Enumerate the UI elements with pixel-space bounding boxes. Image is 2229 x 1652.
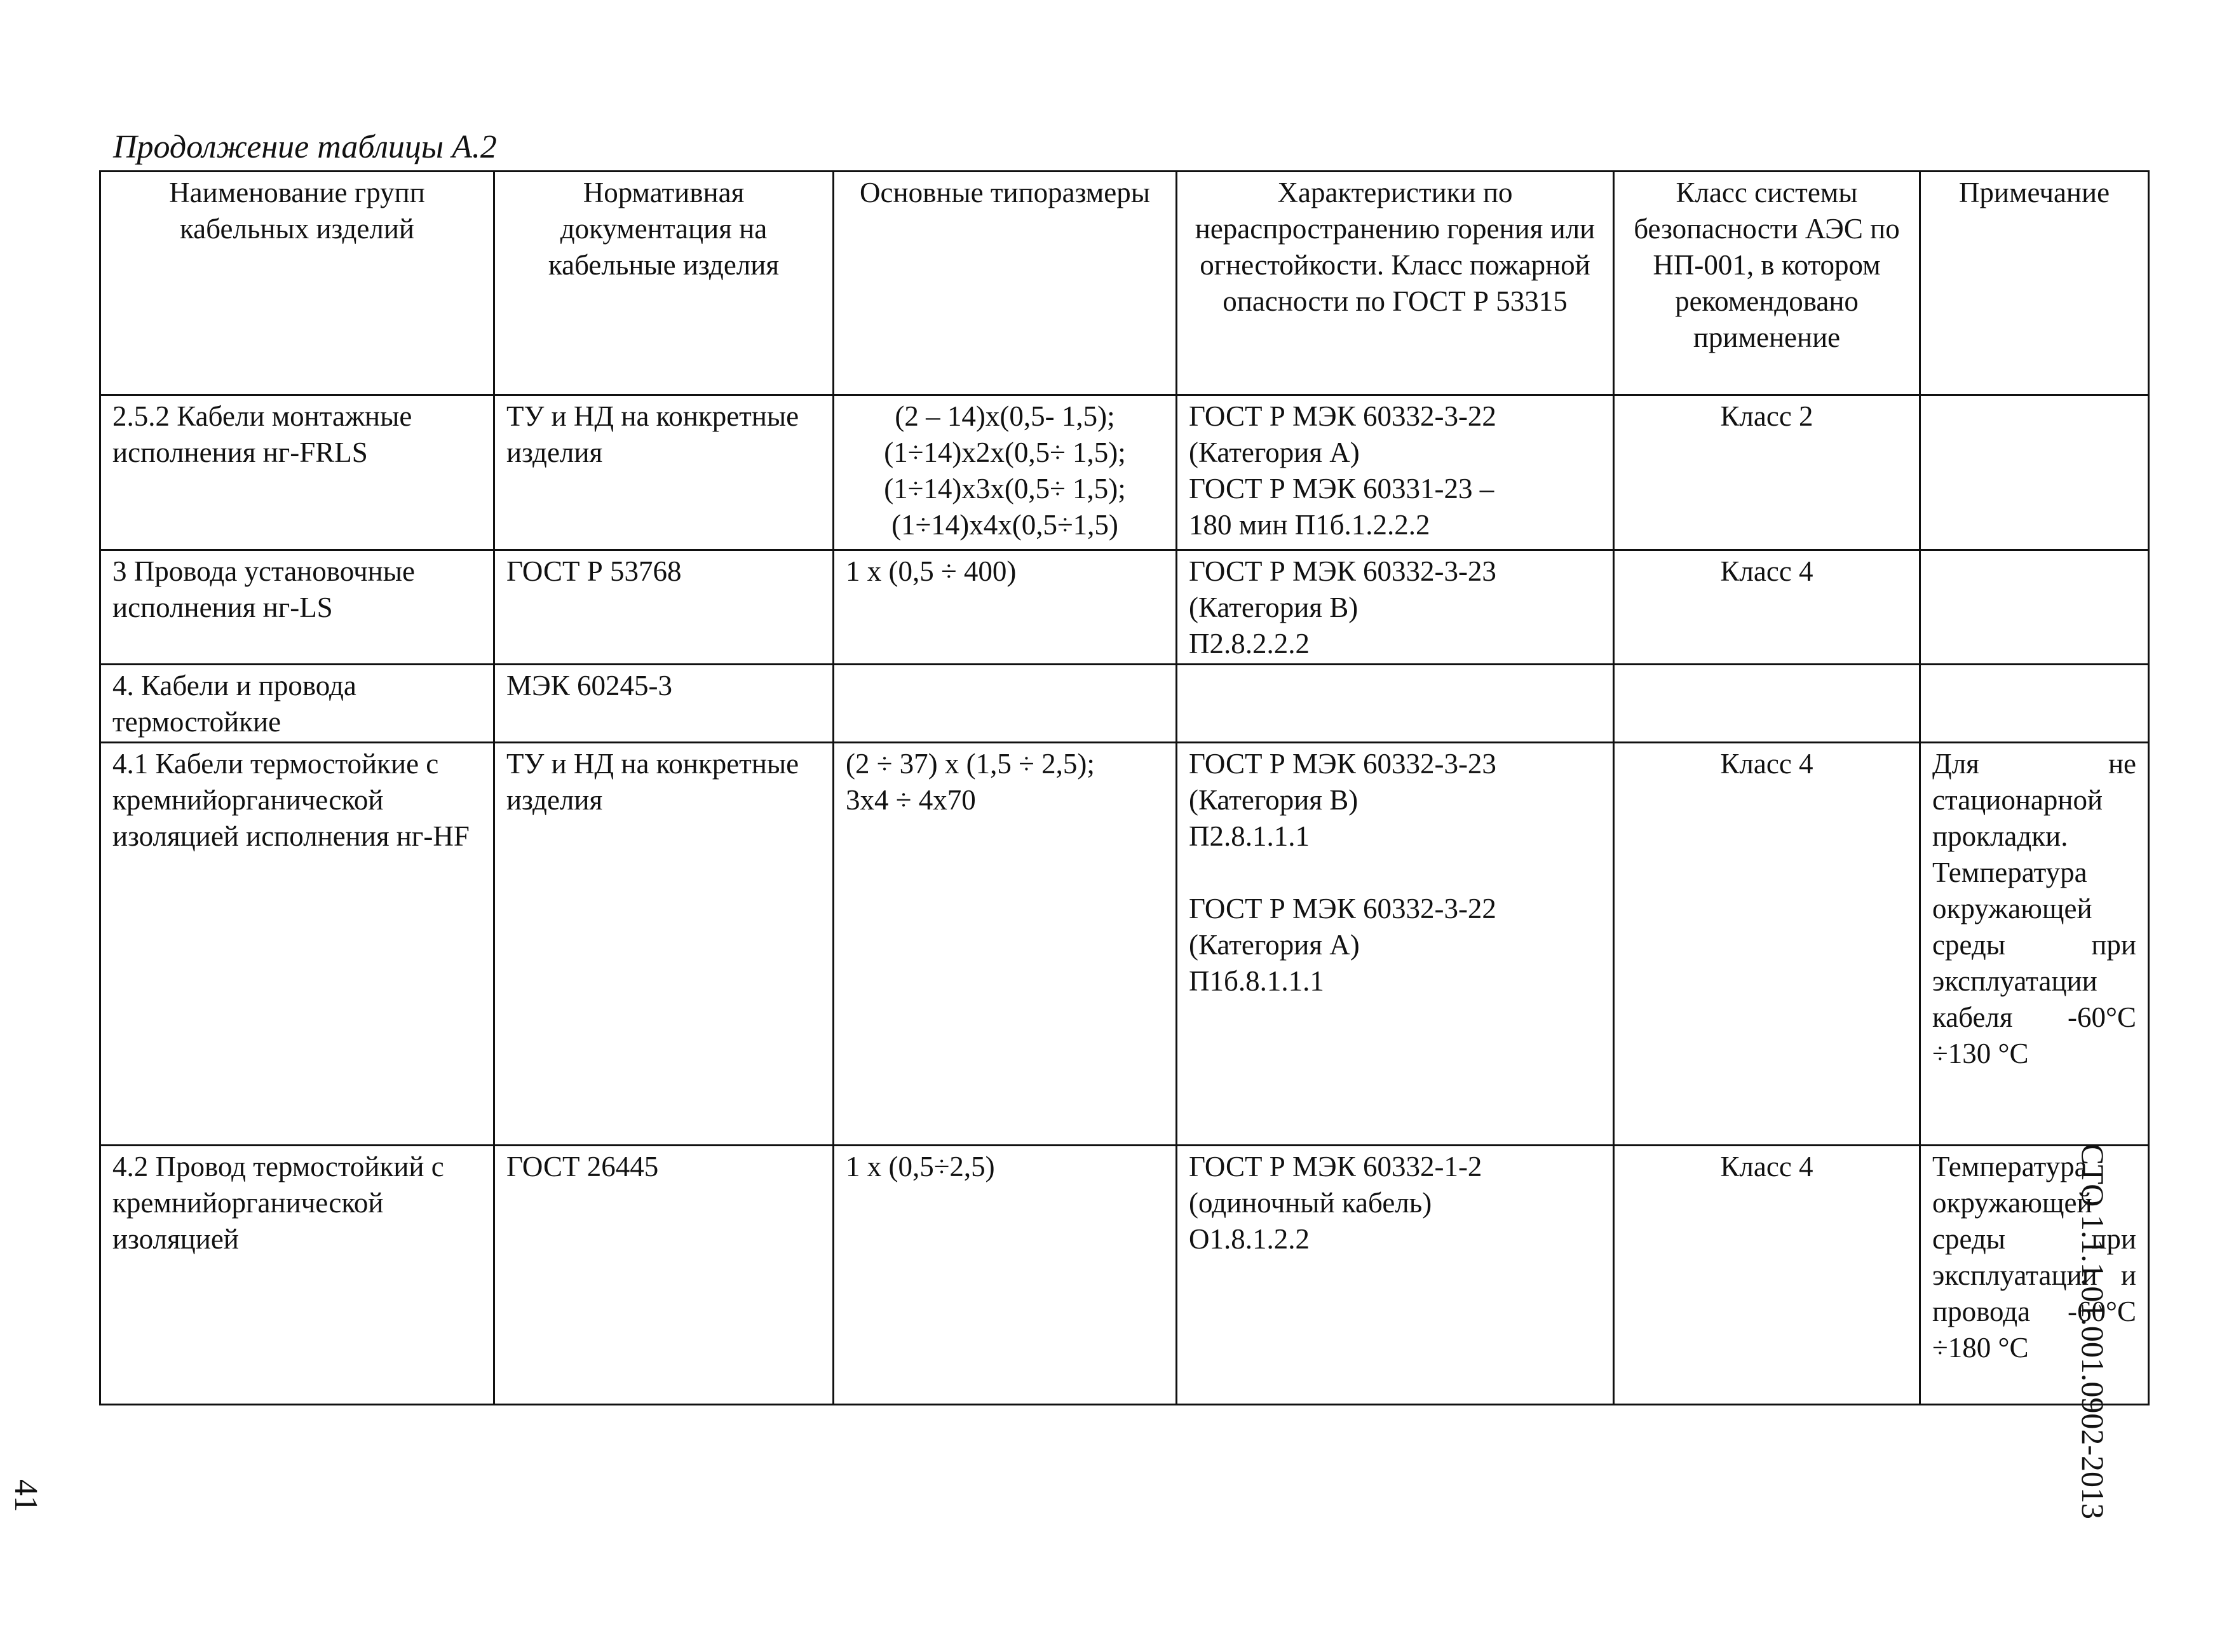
char-line: ГОСТ Р МЭК 60332-3-22 [1189, 400, 1496, 432]
cell-product-group: 2.5.2 Кабели монтажные исполнения нг-FRLS [100, 395, 494, 550]
page-number: 41 [8, 1479, 44, 1512]
size-line: (1÷14)х4х(0,5÷1,5) [891, 509, 1118, 541]
char-line: ГОСТ Р МЭК 60332-1-2 [1189, 1151, 1482, 1182]
size-line: (1÷14)х2х(0,5÷ 1,5); [884, 437, 1126, 468]
char-line: ГОСТ Р МЭК 60331-23 – [1189, 473, 1494, 504]
cell-note [1920, 665, 2149, 743]
header-normative-docs: Нормативная документация на кабельные изделия [494, 172, 834, 395]
document-code: СТО 1.1.1.01.001.0902-2013 [2075, 1144, 2111, 1519]
table-caption: Продолжение таблицы А.2 [113, 129, 497, 165]
char-line: (Категория А) [1189, 929, 1360, 961]
cell-fire-characteristics [1177, 665, 1614, 743]
cell-normative-docs: ТУ и НД на конкретные изделия [494, 395, 834, 550]
cell-main-sizes [834, 665, 1177, 743]
cell-main-sizes [834, 550, 1177, 665]
cell-product-group: 4.2 Провод термостойкий с кремнийорганической изоляцией [100, 1146, 494, 1405]
char-line: (Категория В) [1189, 784, 1358, 816]
char-line: (одиночный кабель) [1189, 1187, 1432, 1219]
header-product-group: Наименование групп кабельных изделий [100, 172, 494, 395]
char-line: (Категория В) [1189, 592, 1358, 623]
header-main-sizes: Основные типоразмеры [834, 172, 1177, 395]
cell-main-sizes [834, 743, 1177, 1146]
char-line: П2.8.2.2.2 [1189, 628, 1310, 660]
size-line: 3х4 ÷ 4х70 [846, 784, 976, 816]
cell-product-group: 4.1 Кабели термостойкие с кремнийорганической изоляцией исполнения нг-HF [100, 743, 494, 1146]
cell-fire-characteristics [1177, 1146, 1614, 1405]
cell-safety-class [1614, 665, 1920, 743]
cell-note [1920, 550, 2149, 665]
cell-product-group: 3 Провода установочные исполнения нг-LS [100, 550, 494, 665]
cell-normative-docs: МЭК 60245-3 [494, 665, 834, 743]
header-safety-class: Класс системы безопасности АЭС по НП-001, в котором рекомендовано применение [1614, 172, 1920, 395]
table-row [100, 550, 2149, 665]
cable-table [99, 170, 2150, 1405]
size-line: (2 ÷ 37) х (1,5 ÷ 2,5); [846, 748, 1095, 780]
cell-normative-docs: ТУ и НД на конкретные изделия [494, 743, 834, 1146]
char-line: П2.8.1.1.1 [1189, 820, 1310, 852]
cell-fire-characteristics [1177, 395, 1614, 550]
cell-note: Для не стационарной прокладки. Температура окружающей среды при эксплуатации кабеля -60°С ÷130 °С [1920, 743, 2149, 1146]
cell-safety-class: Класс 4 [1614, 743, 1920, 1146]
cell-normative-docs: ГОСТ Р 53768 [494, 550, 834, 665]
char-line: (Категория А) [1189, 437, 1360, 468]
size-line: 1 х (0,5 ÷ 400) [846, 555, 1017, 587]
cell-fire-characteristics [1177, 550, 1614, 665]
char-line: 180 мин П1б.1.2.2.2 [1189, 509, 1430, 541]
cell-product-group: 4. Кабели и провода термостойкие [100, 665, 494, 743]
cell-normative-docs: ГОСТ 26445 [494, 1146, 834, 1405]
char-line: О1.8.1.2.2 [1189, 1223, 1310, 1255]
cell-main-sizes [834, 395, 1177, 550]
size-line: 1 х (0,5÷2,5) [846, 1151, 995, 1182]
cell-safety-class: Класс 4 [1614, 1146, 1920, 1405]
char-line [1189, 855, 1601, 891]
cell-fire-characteristics [1177, 743, 1614, 1146]
table-row [100, 743, 2149, 1146]
cell-safety-class: Класс 2 [1614, 395, 1920, 550]
char-line: ГОСТ Р МЭК 60332-3-22 [1189, 893, 1496, 924]
size-line: (1÷14)х3х(0,5÷ 1,5); [884, 473, 1126, 504]
size-line: (2 – 14)х(0,5- 1,5); [895, 400, 1115, 432]
char-line: ГОСТ Р МЭК 60332-3-23 [1189, 555, 1496, 587]
table-row [100, 665, 2149, 743]
cell-safety-class: Класс 4 [1614, 550, 1920, 665]
cell-main-sizes [834, 1146, 1177, 1405]
table-row [100, 1146, 2149, 1405]
cell-note [1920, 395, 2149, 550]
char-line: П1б.8.1.1.1 [1189, 965, 1324, 997]
header-note: Примечание [1920, 172, 2149, 395]
header-fire-characteristics: Характеристики по нераспространению горения или огнестойкости. Класс пожарной опасности по ГОСТ Р 53315 [1177, 172, 1614, 395]
char-line: ГОСТ Р МЭК 60332-3-23 [1189, 748, 1496, 780]
cell-note: Температура окружающей среды при эксплуатации и провода -60°С ÷180 °С [1920, 1146, 2149, 1405]
table-row [100, 395, 2149, 550]
